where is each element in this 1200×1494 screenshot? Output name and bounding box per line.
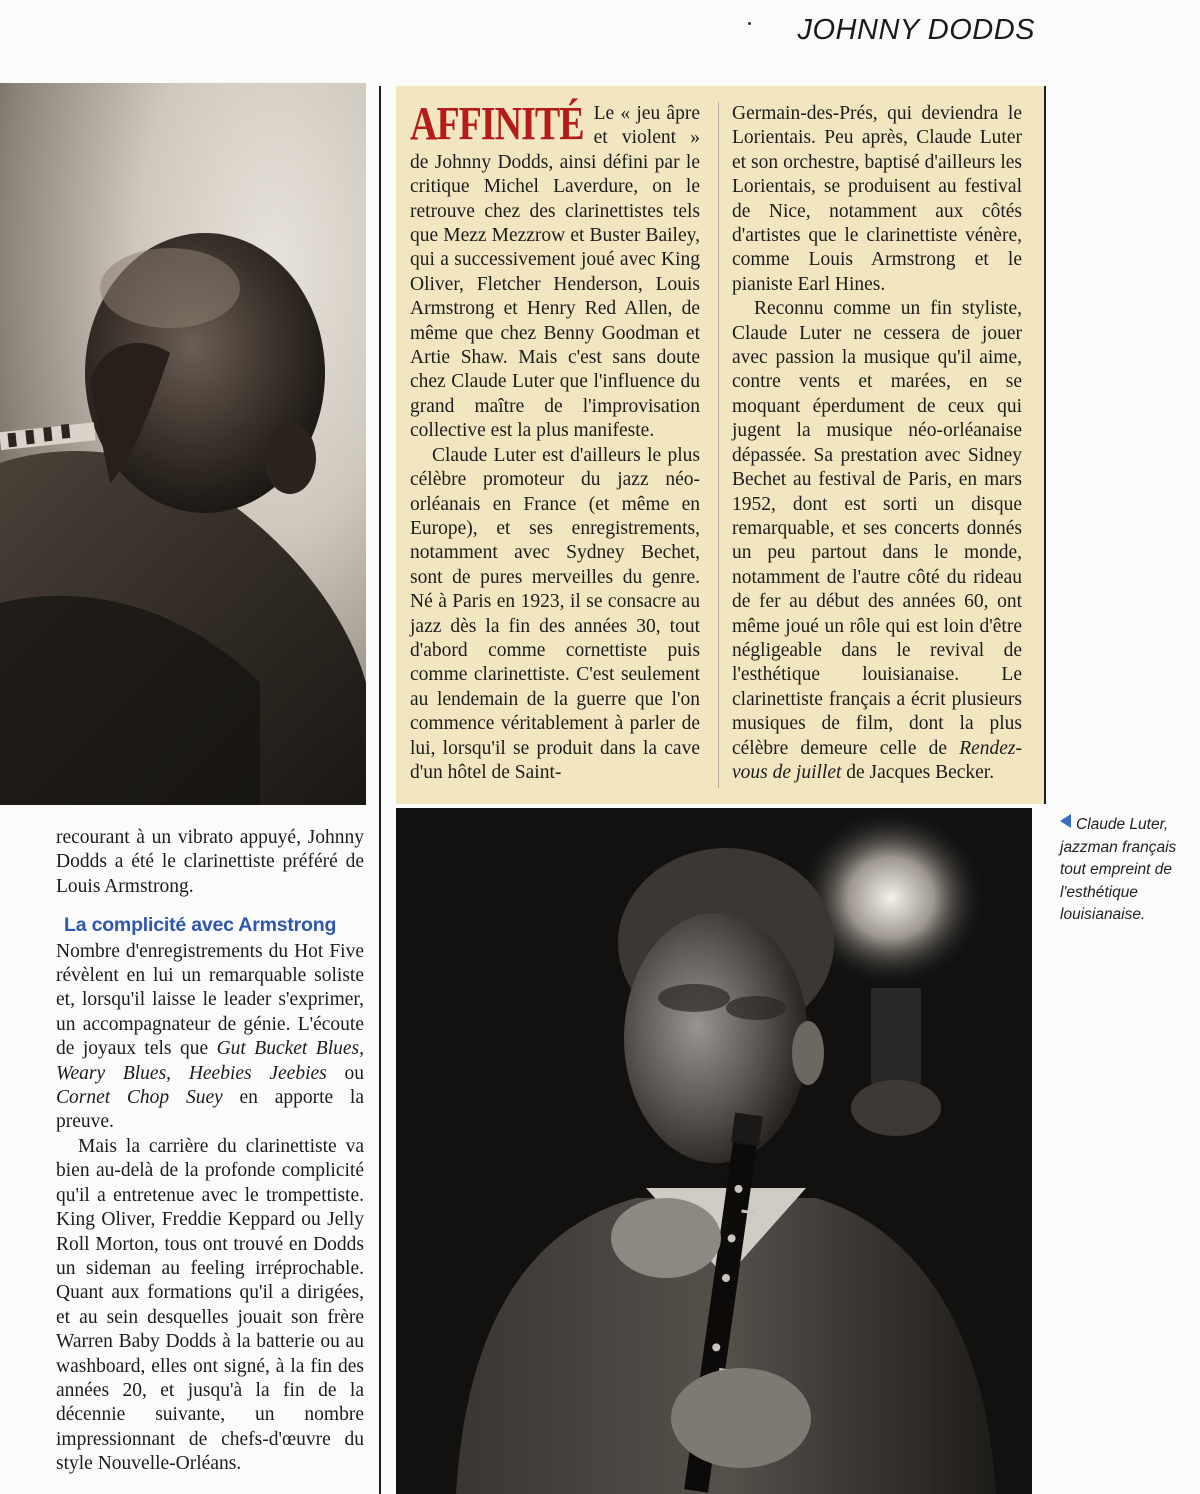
record-title: Gut Bucket Blues, (216, 1038, 364, 1060)
record-title: Weary Blues, (56, 1062, 172, 1084)
column-rule (379, 86, 381, 1494)
page-mark (748, 22, 751, 25)
sidebar-heading: AFFINITÉ (410, 98, 584, 151)
sidebar-paragraph: Reconnu comme un fin styliste, Claude Luter ne cessera de jouer avec passion la musique qu'il aime, contre vents et marées, en se moquant éperdument de ceux qui jugent la musique néo-orléanaise dépassée. Sa prestation avec Sidney Bechet au festival de Paris, en mars 1952, dont est sorti un disque remarquable, et ses concerts donnés un peu partout dans le monde, notamment de l'autre côté du rideau de fer au début des années 60, ont même joué un rôle qui est loin d'être négligeable dans le revival de l'esthétique louisianaise. Le clarinettiste français a écrit plusieurs musiques de film, dont la plus célèbre demeure celle de Rendez-vous de juillet de Jacques Becker. (732, 298, 1022, 783)
running-title: JOHNNY DODDS (797, 14, 1035, 46)
record-title: Cornet Chop Suey (56, 1087, 223, 1109)
sidebar-paragraph: AFFINITÉ Le « jeu âpre et violent » de Johnny Dodds, ainsi défini par le critique Michel Laverdure, on le retrouve chez des clarinettistes tels que Mezz Mezzrow et Buster Bailey, qui a successivement joué avec King Oliver, Fletcher Henderson, Louis Armstrong et Henry Red Allen, de même que chez Benny Goodman et Artie Shaw. Mais c'est sans doute chez Claude Luter que l'influence du grand maître de l'improvisation collective est la plus manifeste. (410, 98, 700, 442)
photo-caption: Claude Luter, jazzman français tout empreint de l'esthétique louisianaise. (1060, 816, 1177, 923)
photo-johnny-dodds (0, 83, 366, 805)
sidebar-edge-rule (1044, 86, 1046, 804)
section-subhead: La complicité avec Armstrong (64, 914, 337, 937)
sidebar-column-right (732, 102, 1022, 785)
sidebar-paragraph: Germain-des-Prés, qui deviendra le Lorientais. Peu après, Claude Luter et son orchestre, baptisé d'ailleurs les Lorientais, se produisent au festival de Nice, notamment aux côtés d'artistes que le clarinettiste vénère, comme Louis Armstrong et le pianiste Earl Hines. (732, 103, 1022, 295)
article-paragraph: Nombre d'enregistrements du Hot Five révèlent en lui un remarquable soliste et, lorsqu'il laisse le leader s'exprimer, un accompagnateur de génie. L'écoute de joyaux tels que Gut Bucket Blues, Weary Blues, Heebies Jeebies ou Cornet Chop Suey en apporte la preuve. (56, 940, 365, 1133)
article-lead-paragraph: recourant à un vibrato appuyé, Johnny Dodds a été le clarinettiste préféré de Louis Armstrong. (56, 827, 364, 897)
article-paragraph: Mais la carrière du clarinettiste va bien au-delà de la profonde complicité qu'il a entretenue avec le trompettiste. King Oliver, Freddie Keppard ou Jelly Roll Morton, tous ont trouvé en Dodds un sideman au feeling irréprochable. Quant aux formations qu'il a dirigées, et au sein desquelles jouait son frère Warren Baby Dodds à la batterie ou au washboard, elles ont signé, à la fin des années 20, et jusqu'à la fin de la décennie suivante, un nombre impressionnant de chefs-d'œuvre du style Nouvelle-Orléans. (56, 1135, 364, 1475)
affinite-sidebar (396, 86, 1044, 804)
sidebar-column-divider (718, 102, 719, 788)
sidebar-column-left (410, 98, 700, 785)
film-title: Rendez-vous de juillet (732, 737, 1022, 783)
caption-pointer-icon (1060, 814, 1071, 828)
sidebar-paragraph: Claude Luter est d'ailleurs le plus célèbre promoteur du jazz néo-orléanais en France (et même en Europe), et ses enregistrements, notamment avec Sydney Bechet, sont de pures merveilles du genre. Né à Paris en 1923, il se consacre au jazz dès la fin des années 30, tout d'abord comme cornettiste puis comme clarinettiste. C'est seulement au lendemain de la guerre que l'on commence véritablement à parler de lui, lorsqu'il se produit dans la cave d'un hôtel de Saint- (410, 444, 700, 783)
photo-claude-luter (396, 808, 1032, 1494)
record-title: Heebies Jeebies (188, 1062, 327, 1084)
article-column (56, 826, 364, 1477)
